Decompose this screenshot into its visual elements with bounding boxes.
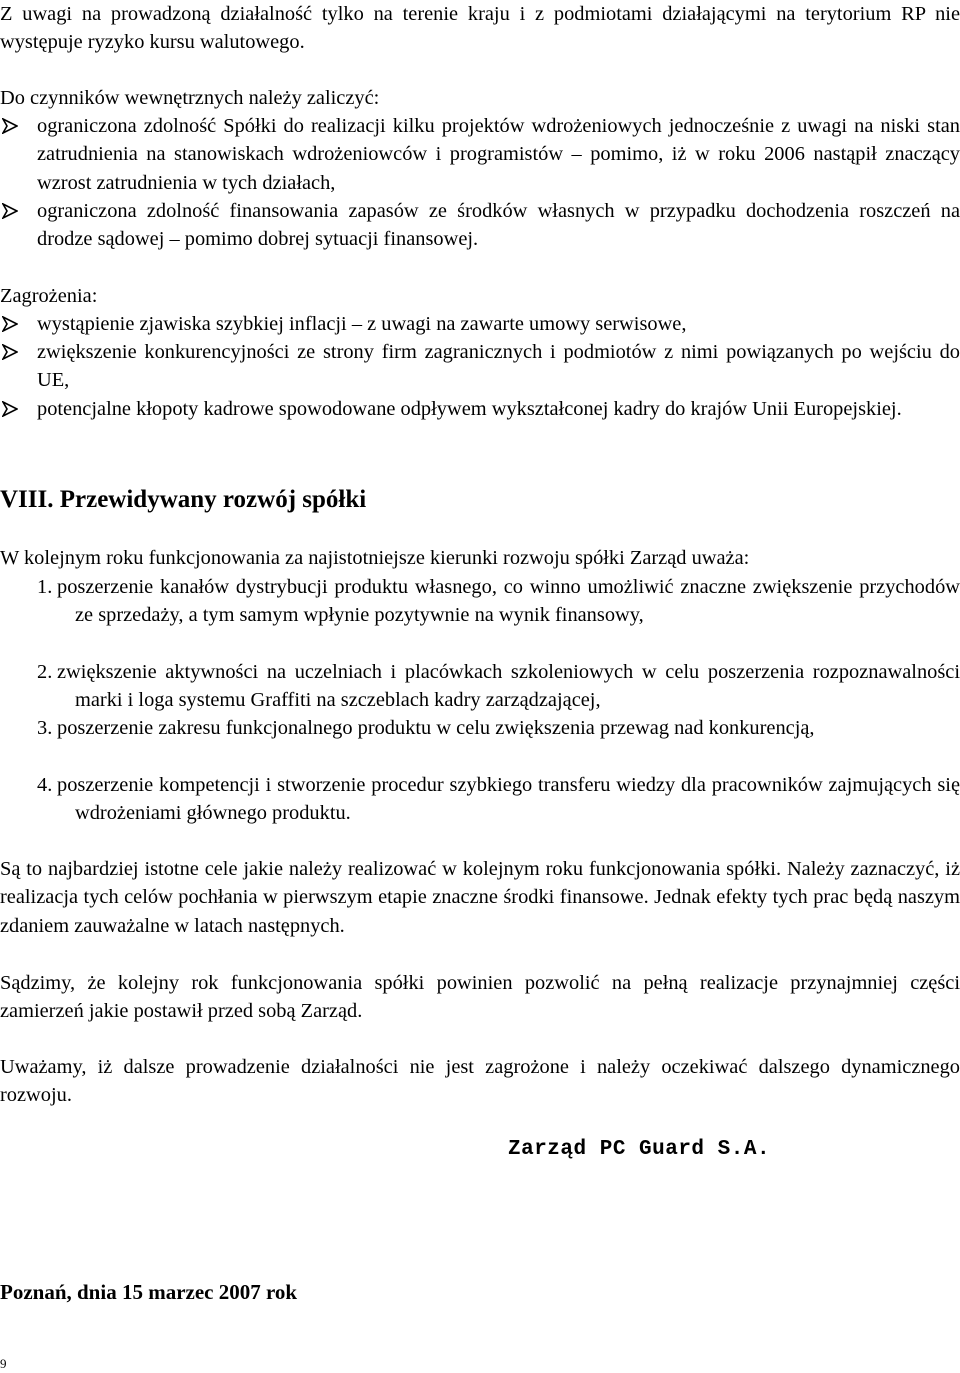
forecast-paragraph: Sądzimy, że kolejny rok funkcjonowania spółki powinien pozwolić na pełną realizacje przynajmniej części zamierzeń jakie postawił przed sobą Zarząd. — [0, 972, 960, 1023]
internal-factors-heading: Do czynników wewnętrznych należy zaliczyć: — [0, 87, 380, 109]
list-item-number: 4. — [37, 774, 53, 796]
section-lead: W kolejnym roku funkcjonowania za najistotniejsze kierunki rozwoju spółki Zarząd uważa: — [0, 547, 750, 569]
list-item-number: 2. — [37, 661, 53, 683]
list-item-text: zwiększenie konkurencyjności ze strony firm zagranicznych i podmiotów z nimi powiązanych po wejściu do UE, — [37, 341, 960, 392]
intro-paragraph: Z uwagi na prowadzoną działalność tylko na terenie kraju i z podmiotami działającymi na terytorium RP nie występuje ryzyko kursu walutowego. — [0, 3, 960, 54]
list-item-text: poszerzenie kompetencji i stworzenie procedur szybkiego transferu wiedzy dla pracowników zajmujących się wdrożeniami głównego produktu. — [57, 774, 960, 825]
list-item-text: ograniczona zdolność Spółki do realizacji kilku projektów wdrożeniowych jednocześnie z uwagi na niski stan zatrudnienia na stanowiskach wdrożeniowców i programistów – pomimo, iż w roku 2006 nastąpił znaczący wzrost zatrudnienia w tych działach, — [37, 115, 960, 194]
list-item-number: 3. — [37, 717, 53, 739]
list-item — [0, 771, 960, 828]
list-item-text: poszerzenie kanałów dystrybucji produktu własnego, co winno umożliwić znaczne zwiększenie przychodów ze sprzedaży, a tym samym wpłynie pozytywnie na wynik finansowy, — [57, 576, 960, 627]
list-item — [0, 338, 960, 395]
page-number: 9 — [0, 1356, 7, 1371]
list-item — [0, 573, 960, 630]
place-date: Poznań, dnia 15 marzec 2007 rok — [0, 1280, 298, 1304]
list-item — [0, 310, 960, 338]
arrow-bullet-icon — [2, 401, 18, 417]
list-item-text: zwiększenie aktywności na uczelniach i placówkach szkoleniowych w celu poszerzenia rozpoznawalności marki i loga systemu Graffiti na szczeblach kadry zarządzającej, — [57, 661, 960, 712]
list-item — [0, 658, 960, 715]
list-item — [0, 714, 960, 742]
list-item-text: wystąpienie zjawiska szybkiej inflacji – z uwagi na zawarte umowy serwisowe, — [37, 313, 687, 335]
list-item — [0, 112, 960, 197]
arrow-bullet-icon — [2, 344, 18, 360]
list-item-text: potencjalne kłopoty kadrowe spowodowane odpływem wykształconej kadry do krajów Unii Europejskiej. — [37, 398, 902, 420]
arrow-bullet-icon — [2, 203, 18, 219]
threats-heading: Zagrożenia: — [0, 285, 98, 307]
list-item — [0, 197, 960, 254]
section-title: VIII. Przewidywany rozwój spółki — [0, 486, 367, 513]
list-item-text: poszerzenie zakresu funkcjonalnego produktu w celu zwiększenia przewag nad konkurencją, — [57, 717, 815, 739]
arrow-bullet-icon — [2, 118, 18, 134]
outlook-paragraph: Uważamy, iż dalsze prowadzenie działalności nie jest zagrożone i należy oczekiwać dalszego dynamicznego rozwoju. — [0, 1056, 960, 1107]
goals-paragraph: Są to najbardziej istotne cele jakie należy realizować w kolejnym roku funkcjonowania spółki. Należy zaznaczyć, iż realizacja tych celów pochłania w pierwszym etapie znaczne środki finansowe. Jednak efekty tych prac będą naszym zdaniem zauważalne w latach następnych. — [0, 858, 960, 937]
list-item-number: 1. — [37, 576, 53, 598]
list-item — [0, 395, 960, 423]
signature: Zarząd PC Guard S.A. — [508, 1138, 771, 1161]
arrow-bullet-icon — [2, 316, 18, 332]
list-item-text: ograniczona zdolność finansowania zapasów ze środków własnych w przypadku dochodzenia roszczeń na drodze sądowej – pomimo dobrej sytuacji finansowej. — [37, 200, 960, 251]
